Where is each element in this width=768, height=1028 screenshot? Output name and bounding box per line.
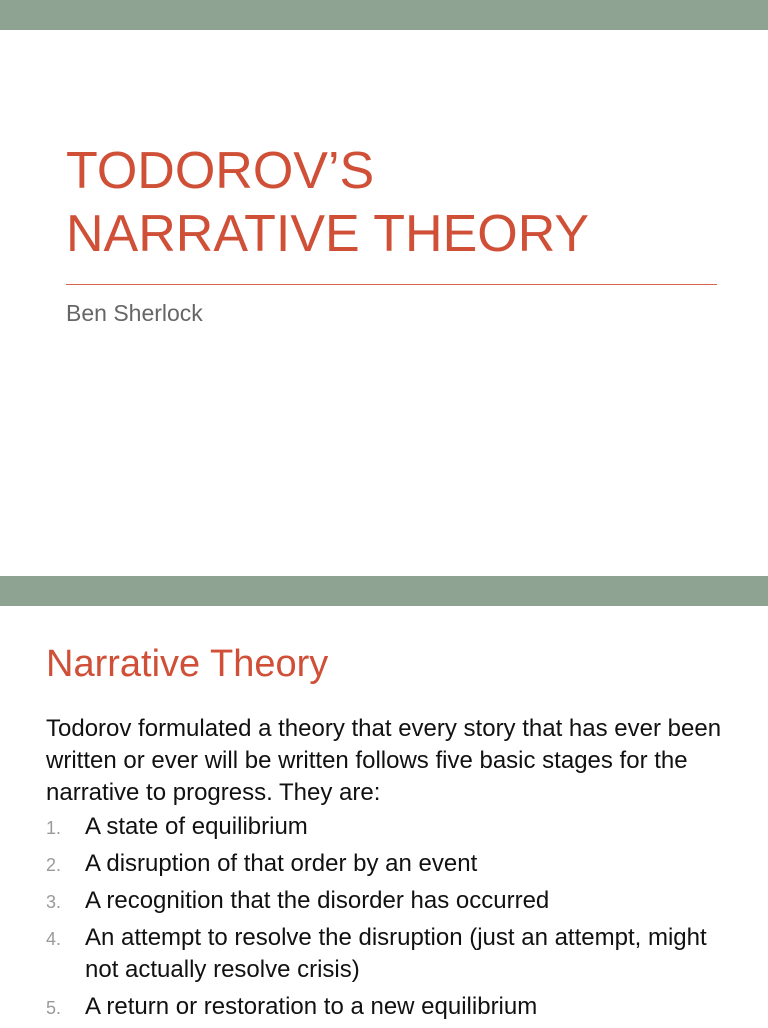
stage-item: [46, 885, 736, 917]
stage-text: A state of equilibrium: [85, 813, 308, 840]
stage-item: [46, 922, 736, 986]
stage-number: 2.: [46, 855, 62, 875]
stage-item: [46, 991, 736, 1023]
slide2-title: Narrative Theory: [46, 643, 329, 685]
stage-number: 5.: [46, 998, 62, 1018]
stage-text: An attempt to resolve the disruption (just an attempt, might not actually resolve crisis): [85, 924, 707, 983]
title-divider: [66, 284, 717, 285]
stage-item: [46, 811, 736, 843]
stage-number: 3.: [46, 892, 62, 912]
slide2-top-band: [0, 576, 768, 606]
stage-number: 4.: [46, 929, 62, 949]
stages-list: [46, 811, 736, 1028]
slide2-intro-text: Todorov formulated a theory that every story that has ever been written or ever will be written follows five basic stages for the narrative to progress. They are:: [46, 715, 722, 806]
slide1-title: [66, 140, 746, 266]
stage-text: A return or restoration to a new equilibrium: [85, 993, 538, 1020]
stage-item: [46, 848, 736, 880]
stage-text: A disruption of that order by an event: [85, 850, 478, 877]
slide1-top-band: [0, 0, 768, 30]
slide1-title-line1: TODOROV’S: [66, 142, 375, 200]
slide1-title-line2: NARRATIVE THEORY: [66, 205, 589, 263]
stage-text: A recognition that the disorder has occurred: [85, 887, 550, 914]
slide1-subtitle: Ben Sherlock: [66, 300, 203, 326]
stage-number: 1.: [46, 818, 62, 838]
